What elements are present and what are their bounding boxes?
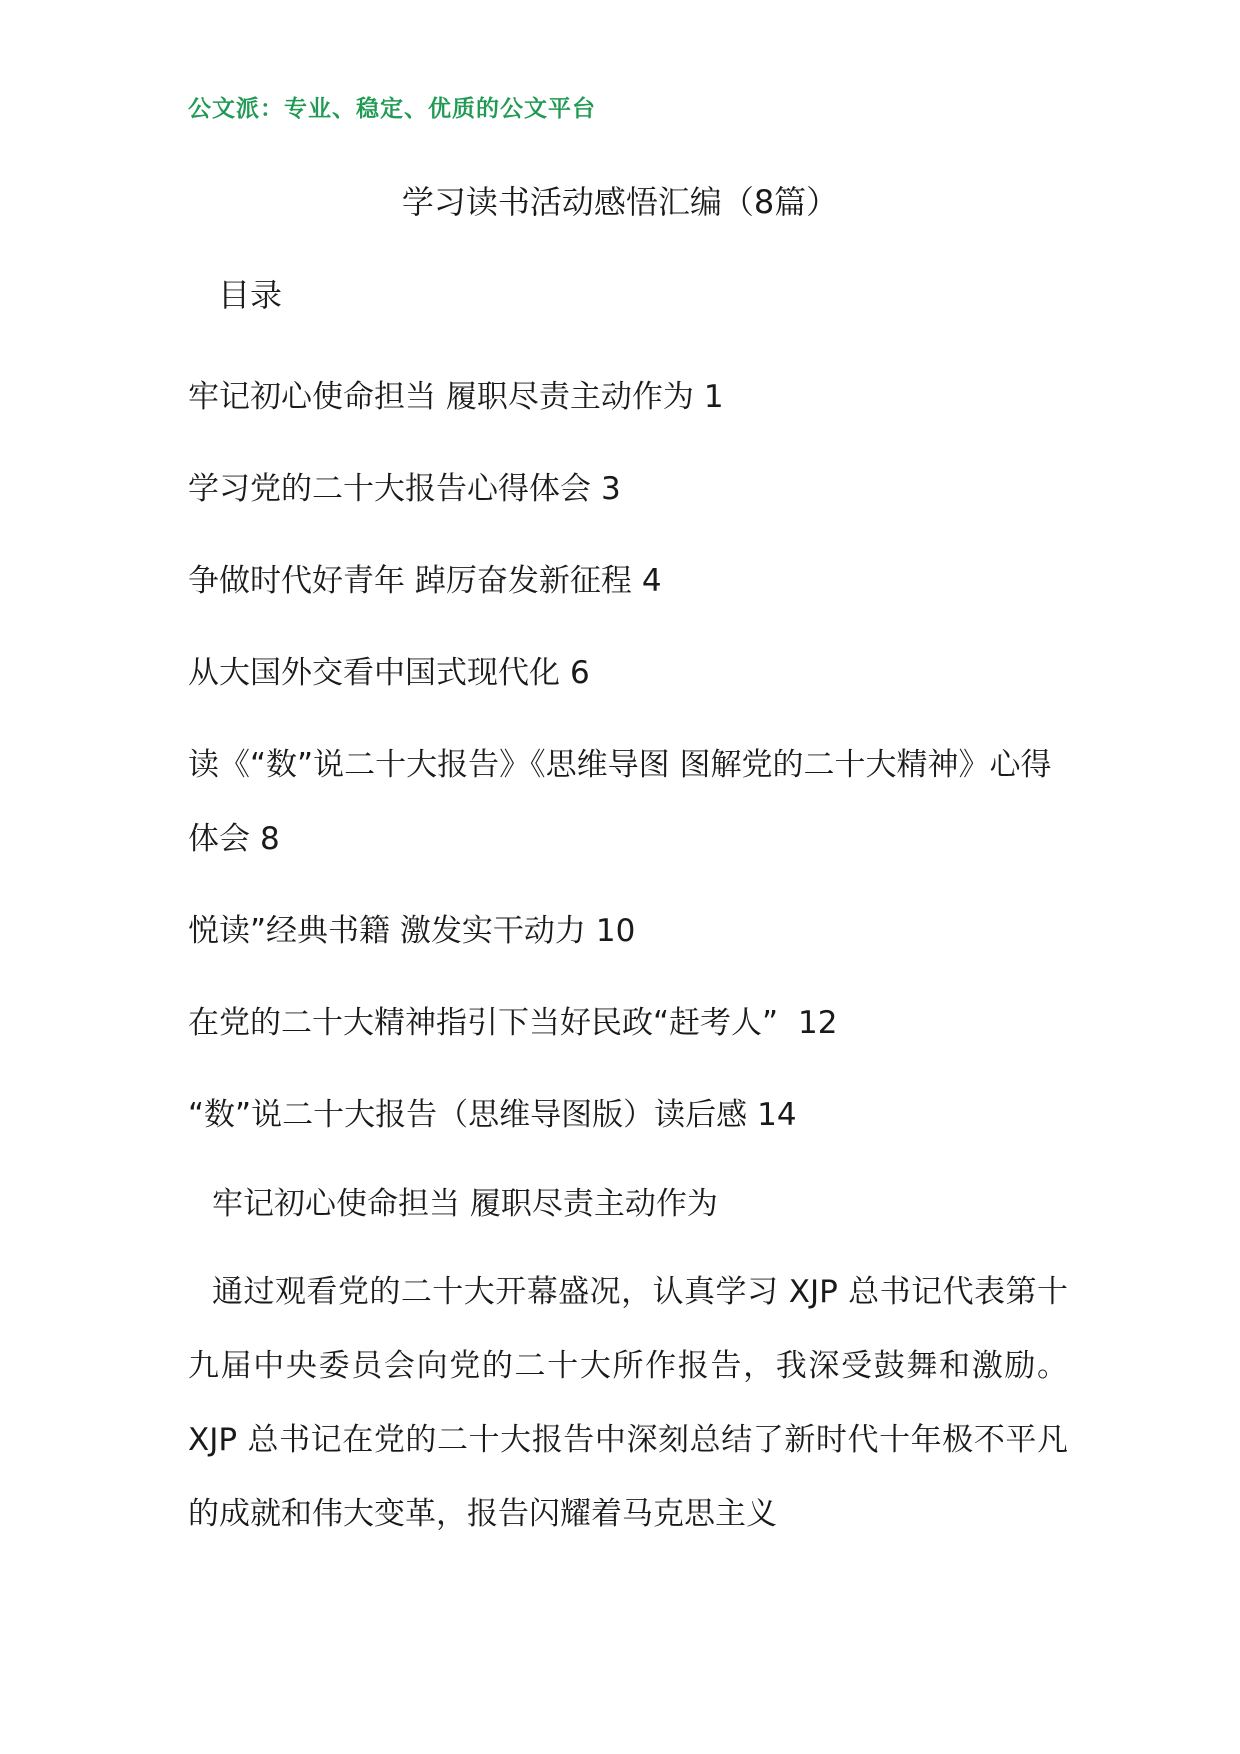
toc-item: [188, 360, 1068, 434]
toc-item-title: 在党的二十大精神指引下当好民政“赶考人”: [188, 1005, 788, 1041]
toc-heading: 目录: [218, 276, 283, 314]
toc-item-title: 读《“数”说二十大报告》《思维导图 图解党的二十大精神》心得体会: [188, 747, 1052, 857]
toc-item-page: 12: [797, 1005, 838, 1041]
toc-item-page: 4: [641, 563, 662, 599]
toc-item-title: 从大国外交看中国式现代化: [188, 655, 560, 691]
toc-item-title: 牢记初心使命担当 履职尽责主动作为: [188, 379, 694, 415]
table-of-contents: [188, 360, 1068, 1170]
toc-item-page: 14: [757, 1097, 797, 1133]
toc-item-title: 悦读”经典书籍 激发实干动力: [188, 913, 586, 949]
body-paragraph: 通过观看党的二十大开幕盛况，认真学习 XJP 总书记代表第十九届中央委员会向党的二十大所作报告，我深受鼓舞和激励。XJP 总书记在党的二十大报告中深刻总结了新时代十年极不平凡的成就和伟大变革，报告闪耀着马克思主义: [188, 1274, 1068, 1532]
toc-item: [188, 636, 1068, 710]
toc-item: [188, 452, 1068, 526]
document-title: 学习读书活动感悟汇编（8篇）: [401, 183, 839, 221]
toc-item-page: 1: [703, 379, 724, 415]
toc-item-title: 争做时代好青年 踔厉奋发新征程: [188, 563, 632, 599]
toc-item-page: 3: [601, 471, 621, 507]
toc-item-page: 10: [595, 913, 636, 949]
toc-item-page: 8: [260, 821, 280, 857]
toc-item: [188, 986, 1068, 1060]
toc-item: [188, 728, 1068, 876]
toc-item-title: 学习党的二十大报告心得体会: [188, 471, 591, 507]
header-brand: 公文派：专业、稳定、优质的公文平台: [188, 95, 596, 122]
toc-item: [188, 1078, 1068, 1152]
toc-item: [188, 894, 1068, 968]
toc-item: [188, 544, 1068, 618]
toc-item-title: “数”说二十大报告（思维导图版）读后感: [188, 1097, 748, 1133]
toc-item-page: 6: [570, 655, 590, 691]
section-title: 牢记初心使命担当 履职尽责主动作为: [212, 1186, 718, 1222]
